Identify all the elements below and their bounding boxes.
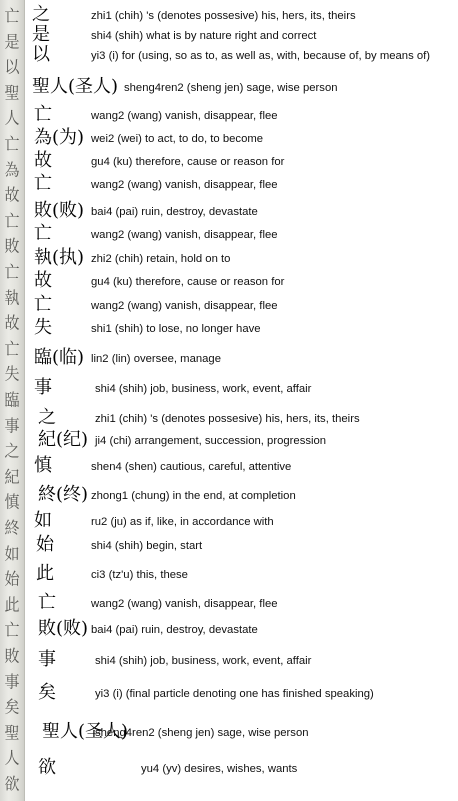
slip-glyph: 慎 [4, 492, 20, 513]
slip-glyph: 欲 [4, 774, 20, 794]
entry-character: 以 [32, 44, 50, 65]
entry-definition: sheng4ren2 (sheng jen) sage, wise person [95, 727, 309, 739]
entry-definition: bai4 (pai) ruin, destroy, devastate [91, 624, 258, 636]
slip-glyph: 此 [4, 595, 20, 615]
slip-glyph: 人 [4, 108, 20, 129]
entry-definition: yi3 (i) (final particle denoting one has finished speaking) [95, 688, 374, 700]
slip-glyph: 故 [4, 185, 20, 205]
entry-character: 之 [32, 4, 50, 25]
entry-definition: wang2 (wang) vanish, disappear, flee [91, 179, 278, 191]
entry-character: 如 [34, 510, 52, 531]
slip-glyph: 臨 [4, 390, 20, 410]
entry-definition: wang2 (wang) vanish, disappear, flee [91, 300, 278, 312]
slip-glyph: 聖 [4, 723, 20, 743]
slip-glyph: 亡 [4, 339, 20, 359]
entry-character: 聖人(圣人) [32, 76, 119, 97]
entry-definition: ru2 (ju) as if, like, in accordance with [91, 516, 274, 528]
entry-definition: shi4 (shih) job, business, work, event, affair [95, 383, 312, 395]
entry-character: 事 [38, 649, 56, 670]
slip-glyph: 為 [4, 159, 20, 180]
slip-glyph: 始 [4, 569, 20, 589]
entry-definition: wei2 (wei) to act, to do, to become [91, 133, 264, 145]
entry-definition: shen4 (shen) cautious, careful, attentive [91, 461, 292, 473]
entry-definition: shi4 (shih) what is by nature right and correct [91, 30, 317, 42]
entry-character: 亡 [34, 173, 52, 194]
slip-glyph: 亡 [4, 620, 20, 641]
entry-character: 故 [34, 150, 52, 171]
entry-definition: yi3 (i) for (using, so as to, as well as, with, because of, by means of) [91, 50, 431, 62]
entry-definition: zhi1 (chih) 's (denotes possesive) his, hers, its, theirs [95, 413, 360, 425]
entry-definition: zhong1 (chung) in the end, at completion [91, 490, 296, 502]
entry-definition: shi4 (shih) job, business, work, event, affair [95, 655, 312, 667]
slip-glyph: 事 [4, 415, 20, 436]
entry-definition: gu4 (ku) therefore, cause or reason for [91, 276, 285, 288]
entry-definition: shi4 (shih) begin, start [91, 540, 203, 552]
entry-character: 聖人(圣人) [42, 721, 129, 742]
slip-glyph: 以 [4, 57, 20, 77]
entry-definition: wang2 (wang) vanish, disappear, flee [91, 598, 278, 610]
slip-glyph: 矣 [4, 697, 20, 717]
entry-character: 終(终) [38, 484, 89, 505]
slip-glyph: 敗 [4, 236, 20, 257]
entry-character: 欲 [38, 757, 56, 778]
entry-definition: ji4 (chi) arrangement, succession, progression [95, 435, 327, 447]
slip-glyph: 之 [4, 441, 20, 461]
slip-glyph: 如 [4, 543, 20, 564]
entry-character: 始 [36, 534, 54, 555]
entry-character: 此 [36, 563, 54, 584]
entry-character: 紀(纪) [38, 429, 89, 450]
slip-glyph: 是 [4, 31, 20, 52]
slip-glyph: 亡 [4, 6, 20, 26]
entry-definition: zhi1 (chih) 's (denotes possesive) his, hers, its, theirs [91, 10, 356, 22]
entry-character: 慎 [34, 455, 52, 476]
entry-definition: bai4 (pai) ruin, destroy, devastate [91, 206, 258, 218]
entry-definition: gu4 (ku) therefore, cause or reason for [91, 156, 285, 168]
bamboo-slip-strip [0, 0, 25, 801]
entry-character: 亡 [34, 294, 52, 315]
slip-glyph: 失 [4, 364, 20, 385]
entry-character: 敗(败) [34, 200, 85, 221]
entry-character: 故 [34, 270, 52, 291]
slip-glyph: 敗 [4, 646, 20, 666]
entry-character: 臨(临) [34, 347, 85, 368]
entry-definition: wang2 (wang) vanish, disappear, flee [91, 229, 278, 241]
slip-glyph: 終 [4, 518, 20, 538]
slip-glyph: 聖 [4, 83, 20, 103]
slip-glyph: 亡 [4, 262, 20, 282]
entry-definition: zhi2 (chih) retain, hold on to [91, 253, 231, 265]
entry-character: 亡 [34, 223, 52, 244]
entry-character: 為(为) [34, 127, 85, 148]
entry-definition: yu4 (yv) desires, wishes, wants [141, 763, 298, 775]
entry-character: 事 [34, 377, 52, 398]
entry-character: 是 [32, 24, 50, 45]
slip-glyph: 紀 [4, 467, 20, 487]
slip-glyph: 事 [4, 671, 20, 692]
slip-glyph: 故 [4, 313, 20, 333]
entry-character: 之 [38, 407, 56, 428]
slip-glyph: 執 [4, 287, 20, 308]
slip-glyph: 人 [4, 748, 20, 769]
entry-character: 執(执) [34, 247, 85, 268]
entry-definition: shi1 (shih) to lose, no longer have [91, 323, 261, 335]
entry-definition: ci3 (tz'u) this, these [91, 569, 188, 581]
entry-character: 矣 [38, 682, 56, 703]
entry-definition: sheng4ren2 (sheng jen) sage, wise person [124, 82, 338, 94]
entry-character: 失 [34, 317, 52, 338]
entry-definition: wang2 (wang) vanish, disappear, flee [91, 110, 278, 122]
entry-definition: lin2 (lin) oversee, manage [91, 353, 221, 365]
slip-glyph: 亡 [4, 211, 20, 231]
entry-character: 亡 [34, 104, 52, 125]
entry-character: 敗(败) [38, 618, 89, 639]
slip-glyph: 亡 [4, 134, 20, 154]
entry-character: 亡 [38, 592, 56, 613]
